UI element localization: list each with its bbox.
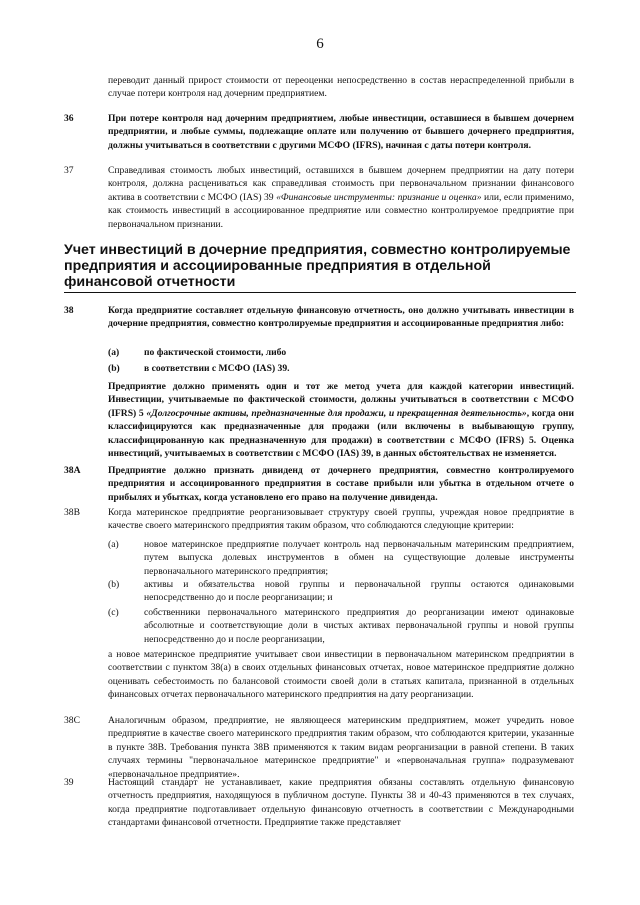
paragraph-text bbox=[108, 380, 574, 460]
paragraph-text: Когда предприятие составляет отдельную финансовую отчетность, оно должно учитывать инвестиции в дочерние предприятия, совместно контролируемые предприятия и ассоциированные предприятия либо: bbox=[108, 305, 574, 330]
list-item-38b-c bbox=[64, 606, 574, 646]
text-run: Справедливая стоимость любых инвестиций, оставшихся в бывшем дочернем предприятии на дату потери контроля, должна расцениваться как справедливая стоимость при первоначальном признании финансового актива в соответствии с МСФО (IAS) 39 bbox=[108, 165, 574, 203]
paragraph-number: 38C bbox=[64, 715, 80, 726]
paragraph-38b bbox=[64, 506, 574, 533]
list-item-label: (a) bbox=[108, 347, 120, 358]
paragraph-37 bbox=[64, 164, 574, 231]
paragraph-number: 39 bbox=[64, 777, 74, 788]
paragraph-number: 38B bbox=[64, 507, 80, 518]
list-item-38b bbox=[64, 362, 574, 375]
text-run: или, если применимо, как стоимость инвестиций в ассоциированное предприятие или совместно контролируемое предприятие при первоначальном признании. bbox=[108, 191, 574, 230]
paragraph-text: Настоящий стандарт не устанавливает, какие предприятия обязаны составлять отдельную финансовую отчетность предприятия, находящуюся в публичном доступе. Пункты 38 и 40-43 применяются в тех случаях, когда предприятие подготавливает отдельную финансовую отчетность в соответствии с Международными стандартами финансовой отчетности. Предприятие также представляет bbox=[108, 777, 574, 829]
paragraph-intro-continuation bbox=[64, 74, 574, 101]
paragraph-text: Предприятие должно признать дивиденд от дочернего предприятия, совместно контролируемого предприятия и ассоциированного предприятия в составе прибыли или убытка в отдельном отчете о прибылях и убытках, когда установлено его право на получение дивиденда. bbox=[108, 465, 574, 503]
standard-title-italic: «Финансовые инструменты: признание и оценка» bbox=[276, 191, 482, 203]
paragraph-38 bbox=[64, 304, 574, 331]
list-item-label: (b) bbox=[108, 363, 120, 374]
list-item-text: новое материнское предприятие получает контроль над первоначальным материнским предприятием, путем выпуска долевых инструментов в обмен на существующие долевые инструменты первоначального материнского предприятия; bbox=[144, 539, 574, 577]
text-run: Предприятие должно применять один и тот же метод учета для каждой категории инвестиций. Инвестиции, учитываемые по фактической стоимости, должны учитываться в соответствии с МСФО (IFRS) 5 bbox=[108, 381, 574, 419]
paragraph-text: При потере контроля над дочерним предприятием, любые инвестиции, оставшиеся в бывшем дочернем предприятии, и любые суммы, подлежащие оплате или получению от бывшего дочернего предприятия, должны учитываться в соответствии с другими МСФО (IFRS), начиная с даты потери контроля. bbox=[108, 113, 574, 151]
paragraph-38a bbox=[64, 464, 574, 504]
paragraph-text: Когда материнское предприятие реорганизовывает структуру своей группы, учреждая новое предприятие в качестве своего материнского предприятия таким образом, что соблюдаются следующие критерии: bbox=[108, 507, 574, 532]
paragraph-38b-continuation bbox=[64, 648, 574, 702]
standard-title-italic: «Долгосрочные активы, предназначенные для продажи, и прекращенная деятельность» bbox=[146, 407, 527, 419]
list-item-38b-b bbox=[64, 578, 574, 605]
paragraph-39 bbox=[64, 776, 574, 830]
paragraph-36 bbox=[64, 112, 574, 152]
list-item-text: по фактической стоимости, либо bbox=[144, 347, 287, 358]
paragraph-38-continuation bbox=[64, 380, 574, 460]
paragraph-text: переводит данный прирост стоимости от переоценки непосредственно в состав нераспределенной прибыли в случае потери контроля над дочерним предприятием. bbox=[108, 75, 574, 100]
paragraph-text: а новое материнское предприятие учитывает свои инвестиции в первоначальном материнском предприятии в соответствии с пунктом 38(a) в своих отдельных финансовых отчетах, новое материнское предприятие должно оценивать себестоимость по балансовой стоимости своей доли в статьях капитала, признанной в отдельных финансовых отчетах первоначального материнского предприятия на дату реорганизации. bbox=[108, 649, 574, 701]
list-item-text: в соответствии с МСФО (IAS) 39. bbox=[144, 363, 290, 374]
list-item-label: (a) bbox=[108, 539, 119, 550]
paragraph-number: 36 bbox=[64, 113, 74, 124]
section-heading: Учет инвестиций в дочерние предприятия, совместно контролируемые предприятия и ассоциированные предприятия в отдельной финансовой отчетности bbox=[64, 242, 571, 290]
list-item-label: (b) bbox=[108, 579, 120, 590]
paragraph-text bbox=[108, 164, 574, 231]
paragraph-number: 38A bbox=[64, 465, 81, 476]
heading-divider bbox=[64, 292, 576, 293]
paragraph-text: Аналогичным образом, предприятие, не являющееся материнским предприятием, может учредить новое предприятие в качестве своего материнского предприятия таким образом, что соблюдаются критерии, указанные в пункте 38В. Требования пункта 38В применяются к таким видам реорганизации в равной степени. В таких случаях термины "первоначальное материнское предприятие" и «первоначальная группа» подразумевают «первоначальное предприятие». bbox=[108, 715, 574, 780]
paragraph-38c bbox=[64, 714, 574, 781]
paragraph-number: 38 bbox=[64, 305, 74, 316]
list-item-text: собственники первоначального материнского предприятия до реорганизации имеют одинаковые абсолютные и соответствующие доли в чистых активах первоначальной группы и новой группы непосредственно до и после реорганизации, bbox=[144, 607, 574, 645]
list-item-38a bbox=[64, 346, 574, 359]
list-item-38b-a bbox=[64, 538, 574, 578]
page-number: 6 bbox=[316, 36, 324, 52]
paragraph-number: 37 bbox=[64, 165, 74, 176]
list-item-label: (c) bbox=[108, 607, 119, 618]
text-run: , когда они классифицируются как предназначенные для продажи (или включены в выбывающую группу, классифицированную как предназначенную для продажи) в соответствии с МСФО (IFRS) 5. Оценка инвестиций, учитываемых в соответствии с МСФО (IAS) 39, в данных обстоятельствах не изменяется. bbox=[108, 407, 574, 460]
list-item-text: активы и обязательства новой группы и первоначальной группы остаются одинаковыми непосредственно до и после реорганизации; и bbox=[144, 579, 574, 604]
